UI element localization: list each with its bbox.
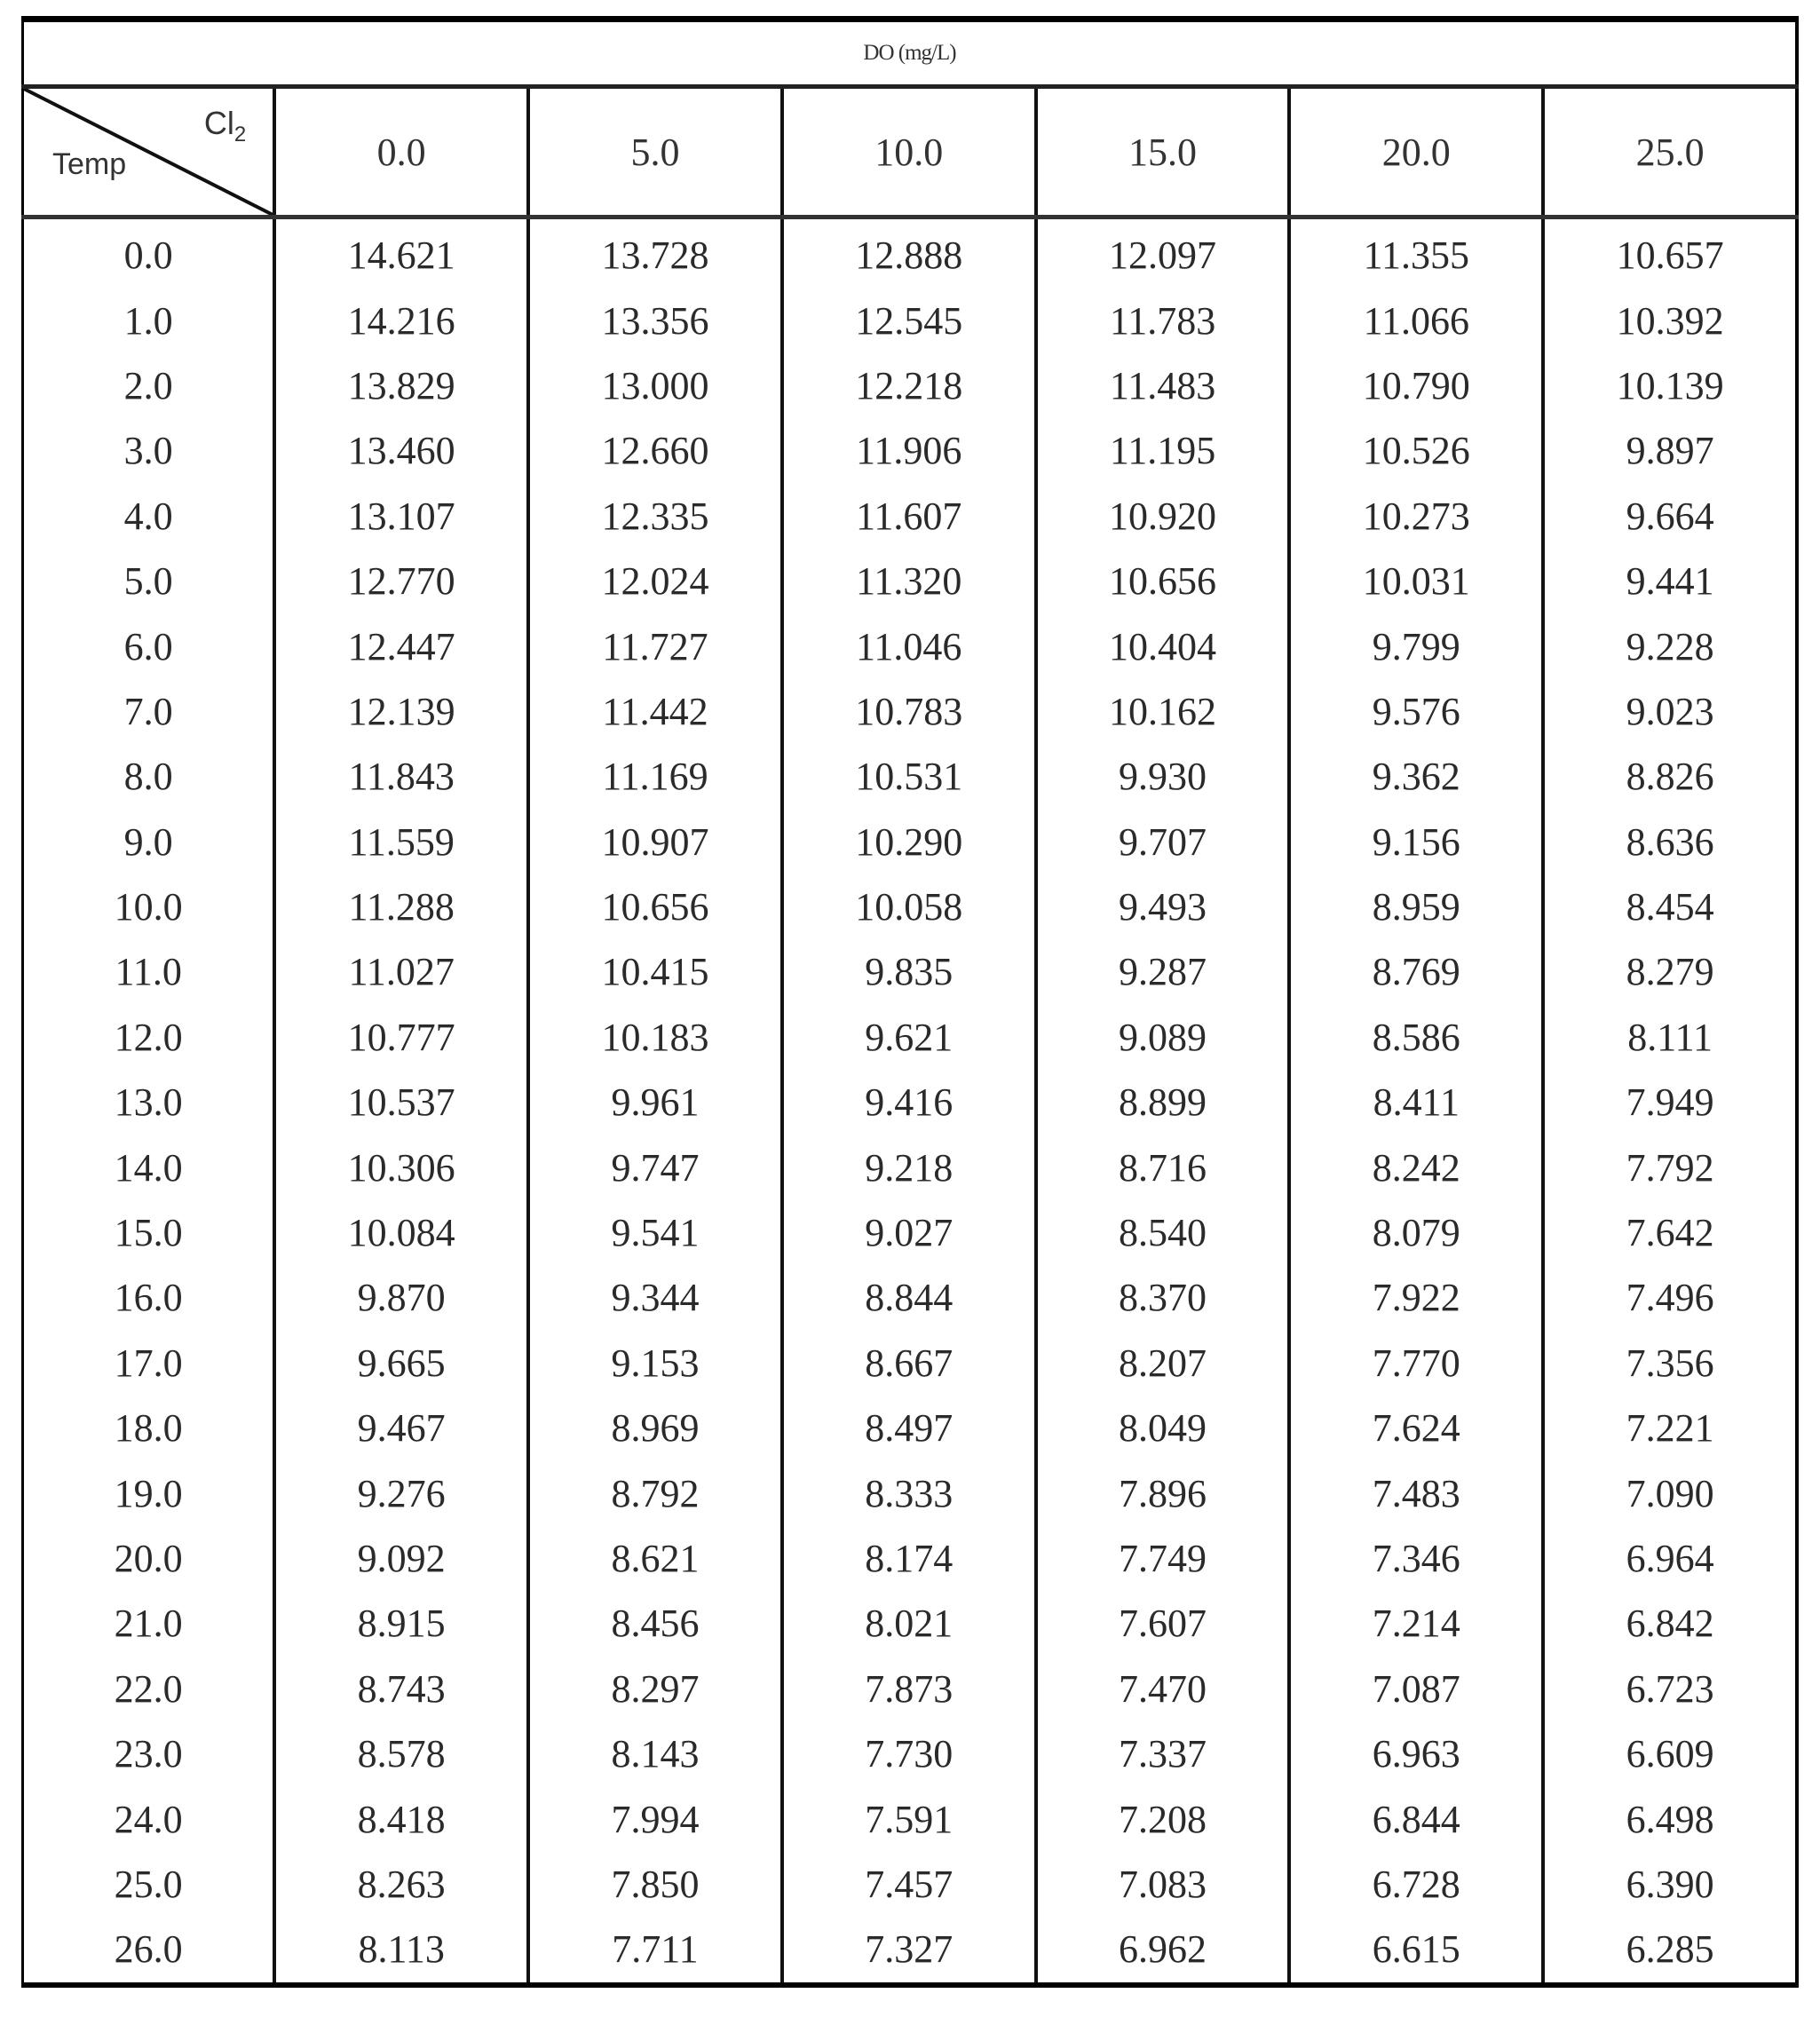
do-value-cell: 10.415: [528, 939, 782, 1004]
do-value-cell: 10.656: [1036, 549, 1290, 613]
table-row: [23, 1200, 1798, 1265]
do-value-cell: 7.214: [1289, 1591, 1543, 1656]
table-row: [23, 1786, 1798, 1851]
temp-cell: 26.0: [114, 1927, 183, 1972]
do-value-cell: 8.333: [782, 1460, 1036, 1525]
temp-cell: 7.0: [123, 689, 173, 733]
do-value-cell: 7.949: [1543, 1070, 1797, 1135]
table-body: [23, 218, 1798, 1985]
do-value-cell: 11.483: [1036, 353, 1290, 418]
do-value-cell: 7.496: [1543, 1265, 1797, 1330]
do-value-cell: 8.497: [782, 1396, 1036, 1460]
table-title: DO (mg/L): [23, 20, 1798, 87]
table-row: [23, 939, 1798, 1004]
do-value-cell: 6.285: [1543, 1917, 1797, 1984]
do-value-cell: 9.576: [1289, 679, 1543, 744]
do-value-cell: 6.609: [1543, 1721, 1797, 1786]
do-value-cell: 10.790: [1289, 353, 1543, 418]
do-value-cell: 7.470: [1036, 1657, 1290, 1721]
do-value-cell: 7.346: [1289, 1526, 1543, 1591]
do-value-cell: 8.370: [1036, 1265, 1290, 1330]
do-value-cell: 9.799: [1289, 613, 1543, 678]
do-value-cell: 9.276: [274, 1460, 528, 1525]
do-value-cell: 7.896: [1036, 1460, 1290, 1525]
do-value-cell: 9.153: [528, 1331, 782, 1396]
temp-cell: 9.0: [123, 819, 173, 864]
temp-cell: 8.0: [123, 755, 173, 799]
do-value-cell: 7.337: [1036, 1721, 1290, 1786]
do-value-cell: 7.730: [782, 1721, 1036, 1786]
table-row: [23, 1135, 1798, 1199]
temp-cell: 11.0: [115, 950, 182, 994]
do-value-cell: 6.723: [1543, 1657, 1797, 1721]
do-value-cell: 7.607: [1036, 1591, 1290, 1656]
do-value-cell: 10.656: [528, 874, 782, 939]
do-value-cell: 10.290: [782, 810, 1036, 874]
do-value-cell: 9.287: [1036, 939, 1290, 1004]
do-value-cell: 11.442: [528, 679, 782, 744]
do-value-cell: 9.228: [1543, 613, 1797, 678]
table-row: [23, 874, 1798, 939]
do-value-cell: 11.320: [782, 549, 1036, 613]
do-value-cell: 9.089: [1036, 1005, 1290, 1070]
do-value-cell: 8.636: [1543, 810, 1797, 874]
temp-cell: 12.0: [114, 1015, 183, 1059]
do-value-cell: 8.418: [274, 1786, 528, 1851]
do-value-cell: 12.447: [274, 613, 528, 678]
do-value-cell: 13.356: [528, 288, 782, 352]
do-value-cell: 10.183: [528, 1005, 782, 1070]
do-value-cell: 6.390: [1543, 1852, 1797, 1917]
do-value-cell: 8.578: [274, 1721, 528, 1786]
do-value-cell: 12.545: [782, 288, 1036, 352]
temp-cell: 3.0: [123, 429, 173, 473]
do-value-cell: 11.169: [528, 744, 782, 809]
column-axis-label-text: Cl: [203, 105, 234, 141]
do-value-cell: 7.327: [782, 1917, 1036, 1984]
do-value-cell: 9.416: [782, 1070, 1036, 1135]
do-value-cell: 9.897: [1543, 418, 1797, 483]
temp-cell: 25.0: [114, 1862, 183, 1906]
do-value-cell: 7.749: [1036, 1526, 1290, 1591]
do-value-cell: 8.207: [1036, 1331, 1290, 1396]
do-value-cell: 9.747: [528, 1135, 782, 1199]
temp-cell: 17.0: [114, 1341, 183, 1385]
table-row: [23, 1070, 1798, 1135]
do-value-cell: 7.090: [1543, 1460, 1797, 1525]
do-value-cell: 6.962: [1036, 1917, 1290, 1984]
do-value-cell: 9.835: [782, 939, 1036, 1004]
do-value-cell: 7.483: [1289, 1460, 1543, 1525]
table-row: [23, 1460, 1798, 1525]
do-value-cell: 8.174: [782, 1526, 1036, 1591]
temp-cell: 2.0: [123, 363, 173, 407]
do-value-cell: 7.457: [782, 1852, 1036, 1917]
do-value-cell: 13.000: [528, 353, 782, 418]
do-value-cell: 8.540: [1036, 1200, 1290, 1265]
do-value-cell: 11.046: [782, 613, 1036, 678]
column-header: 20.0: [1289, 87, 1543, 218]
do-value-cell: 9.344: [528, 1265, 782, 1330]
table-row: [23, 810, 1798, 874]
table-row: [23, 1396, 1798, 1460]
do-value-cell: 9.156: [1289, 810, 1543, 874]
do-value-cell: 11.559: [274, 810, 528, 874]
do-value-cell: 10.306: [274, 1135, 528, 1199]
do-value-cell: 10.537: [274, 1070, 528, 1135]
do-value-cell: 10.084: [274, 1200, 528, 1265]
table-row: [23, 1005, 1798, 1070]
do-value-cell: 14.216: [274, 288, 528, 352]
do-value-cell: 10.031: [1289, 549, 1543, 613]
do-value-cell: 9.541: [528, 1200, 782, 1265]
table-row: [23, 418, 1798, 483]
do-value-cell: 11.066: [1289, 288, 1543, 352]
temp-cell: 13.0: [114, 1080, 183, 1125]
do-value-cell: 9.023: [1543, 679, 1797, 744]
do-value-cell: 11.783: [1036, 288, 1290, 352]
do-value-cell: 13.107: [274, 484, 528, 549]
do-value-cell: 8.899: [1036, 1070, 1290, 1135]
do-value-cell: 7.083: [1036, 1852, 1290, 1917]
do-table-container: [21, 16, 1799, 1988]
do-value-cell: 8.454: [1543, 874, 1797, 939]
table-row: [23, 1917, 1798, 1984]
temp-cell: 0.0: [123, 233, 173, 278]
column-axis-label: [204, 105, 246, 147]
do-value-cell: 10.783: [782, 679, 1036, 744]
column-axis-label-subscript: 2: [233, 123, 247, 147]
temp-cell: 5.0: [123, 559, 173, 604]
do-value-cell: 8.826: [1543, 744, 1797, 809]
do-value-cell: 6.615: [1289, 1917, 1543, 1984]
do-value-cell: 6.728: [1289, 1852, 1543, 1917]
temp-cell: 15.0: [114, 1211, 183, 1255]
do-value-cell: 12.335: [528, 484, 782, 549]
table-row: [23, 1657, 1798, 1721]
do-value-cell: 9.707: [1036, 810, 1290, 874]
table-row: [23, 613, 1798, 678]
column-header: 10.0: [782, 87, 1036, 218]
column-header: 0.0: [274, 87, 528, 218]
title-row: [23, 20, 1798, 87]
do-value-cell: 8.049: [1036, 1396, 1290, 1460]
do-value-cell: 10.920: [1036, 484, 1290, 549]
table-row: [23, 1331, 1798, 1396]
do-value-cell: 9.218: [782, 1135, 1036, 1199]
do-value-cell: 8.969: [528, 1396, 782, 1460]
table-row: [23, 1852, 1798, 1917]
do-value-cell: 10.657: [1543, 218, 1797, 289]
do-value-cell: 11.607: [782, 484, 1036, 549]
do-value-cell: 11.288: [274, 874, 528, 939]
column-header: 5.0: [528, 87, 782, 218]
do-value-cell: 10.404: [1036, 613, 1290, 678]
do-value-cell: 14.621: [274, 218, 528, 289]
do-table: [21, 16, 1799, 1988]
do-value-cell: 7.873: [782, 1657, 1036, 1721]
do-value-cell: 8.456: [528, 1591, 782, 1656]
table-row: [23, 218, 1798, 289]
do-value-cell: 8.716: [1036, 1135, 1290, 1199]
temp-cell: 16.0: [114, 1276, 183, 1320]
do-value-cell: 8.297: [528, 1657, 782, 1721]
do-value-cell: 7.356: [1543, 1331, 1797, 1396]
temp-cell: 21.0: [114, 1602, 183, 1646]
table-row: [23, 1526, 1798, 1591]
do-value-cell: 10.139: [1543, 353, 1797, 418]
do-value-cell: 8.111: [1543, 1005, 1797, 1070]
do-value-cell: 7.711: [528, 1917, 782, 1984]
do-value-cell: 9.870: [274, 1265, 528, 1330]
do-value-cell: 10.907: [528, 810, 782, 874]
do-value-cell: 7.642: [1543, 1200, 1797, 1265]
do-value-cell: 6.498: [1543, 1786, 1797, 1851]
table-row: [23, 1591, 1798, 1656]
do-value-cell: 10.526: [1289, 418, 1543, 483]
do-value-cell: 12.139: [274, 679, 528, 744]
temp-cell: 22.0: [114, 1666, 183, 1711]
temp-cell: 10.0: [114, 885, 183, 929]
do-value-cell: 8.143: [528, 1721, 782, 1786]
do-value-cell: 8.959: [1289, 874, 1543, 939]
do-value-cell: 9.664: [1543, 484, 1797, 549]
header-row: [23, 87, 1798, 218]
do-value-cell: 9.493: [1036, 874, 1290, 939]
do-value-cell: 12.024: [528, 549, 782, 613]
do-value-cell: 9.092: [274, 1526, 528, 1591]
do-value-cell: 6.963: [1289, 1721, 1543, 1786]
row-axis-label: Temp: [52, 147, 127, 181]
do-value-cell: 10.162: [1036, 679, 1290, 744]
do-value-cell: 9.027: [782, 1200, 1036, 1265]
do-value-cell: 8.021: [782, 1591, 1036, 1656]
temp-cell: 24.0: [114, 1797, 183, 1841]
do-value-cell: 10.058: [782, 874, 1036, 939]
do-value-cell: 7.221: [1543, 1396, 1797, 1460]
table-row: [23, 288, 1798, 352]
do-value-cell: 7.922: [1289, 1265, 1543, 1330]
do-value-cell: 8.844: [782, 1265, 1036, 1330]
do-value-cell: 12.888: [782, 218, 1036, 289]
do-value-cell: 11.195: [1036, 418, 1290, 483]
do-value-cell: 8.586: [1289, 1005, 1543, 1070]
do-value-cell: 13.728: [528, 218, 782, 289]
do-value-cell: 10.531: [782, 744, 1036, 809]
column-header: 25.0: [1543, 87, 1797, 218]
table-row: [23, 484, 1798, 549]
do-value-cell: 8.263: [274, 1852, 528, 1917]
do-value-cell: 7.624: [1289, 1396, 1543, 1460]
do-value-cell: 12.660: [528, 418, 782, 483]
do-value-cell: 6.844: [1289, 1786, 1543, 1851]
do-value-cell: 9.665: [274, 1331, 528, 1396]
temp-cell: 23.0: [114, 1732, 183, 1776]
table-row: [23, 353, 1798, 418]
temp-cell: 4.0: [123, 494, 173, 538]
do-value-cell: 7.770: [1289, 1331, 1543, 1396]
do-value-cell: 6.964: [1543, 1526, 1797, 1591]
do-value-cell: 8.792: [528, 1460, 782, 1525]
do-value-cell: 7.591: [782, 1786, 1036, 1851]
do-value-cell: 6.842: [1543, 1591, 1797, 1656]
do-value-cell: 13.829: [274, 353, 528, 418]
do-value-cell: 8.915: [274, 1591, 528, 1656]
temp-cell: 18.0: [114, 1406, 183, 1451]
do-value-cell: 11.355: [1289, 218, 1543, 289]
do-value-cell: 10.392: [1543, 288, 1797, 352]
do-value-cell: 8.621: [528, 1526, 782, 1591]
do-value-cell: 9.930: [1036, 744, 1290, 809]
temp-cell: 1.0: [123, 298, 173, 343]
temp-cell: 14.0: [114, 1145, 183, 1190]
table-row: [23, 744, 1798, 809]
do-value-cell: 9.441: [1543, 549, 1797, 613]
do-value-cell: 9.961: [528, 1070, 782, 1135]
do-value-cell: 8.769: [1289, 939, 1543, 1004]
do-value-cell: 11.843: [274, 744, 528, 809]
temp-cell: 6.0: [123, 624, 173, 668]
do-value-cell: 11.727: [528, 613, 782, 678]
table-row: [23, 1265, 1798, 1330]
temp-cell: 20.0: [114, 1537, 183, 1580]
do-value-cell: 7.792: [1543, 1135, 1797, 1199]
column-header: 15.0: [1036, 87, 1290, 218]
do-value-cell: 9.362: [1289, 744, 1543, 809]
table-row: [23, 1721, 1798, 1786]
do-value-cell: 12.218: [782, 353, 1036, 418]
do-value-cell: 13.460: [274, 418, 528, 483]
temp-cell: 19.0: [114, 1471, 183, 1515]
table-row: [23, 679, 1798, 744]
do-value-cell: 8.667: [782, 1331, 1036, 1396]
do-value-cell: 12.770: [274, 549, 528, 613]
do-value-cell: 8.113: [274, 1917, 528, 1984]
do-value-cell: 7.208: [1036, 1786, 1290, 1851]
do-value-cell: 12.097: [1036, 218, 1290, 289]
do-value-cell: 9.621: [782, 1005, 1036, 1070]
do-value-cell: 9.467: [274, 1396, 528, 1460]
do-value-cell: 7.850: [528, 1852, 782, 1917]
do-value-cell: 8.079: [1289, 1200, 1543, 1265]
do-value-cell: 8.411: [1289, 1070, 1543, 1135]
do-value-cell: 11.906: [782, 418, 1036, 483]
do-value-cell: 7.087: [1289, 1657, 1543, 1721]
do-value-cell: 11.027: [274, 939, 528, 1004]
do-value-cell: 8.279: [1543, 939, 1797, 1004]
do-value-cell: 10.777: [274, 1005, 528, 1070]
do-value-cell: 8.242: [1289, 1135, 1543, 1199]
do-value-cell: 10.273: [1289, 484, 1543, 549]
do-value-cell: 8.743: [274, 1657, 528, 1721]
table-row: [23, 549, 1798, 613]
corner-header-cell: [23, 87, 275, 218]
do-value-cell: 7.994: [528, 1786, 782, 1851]
